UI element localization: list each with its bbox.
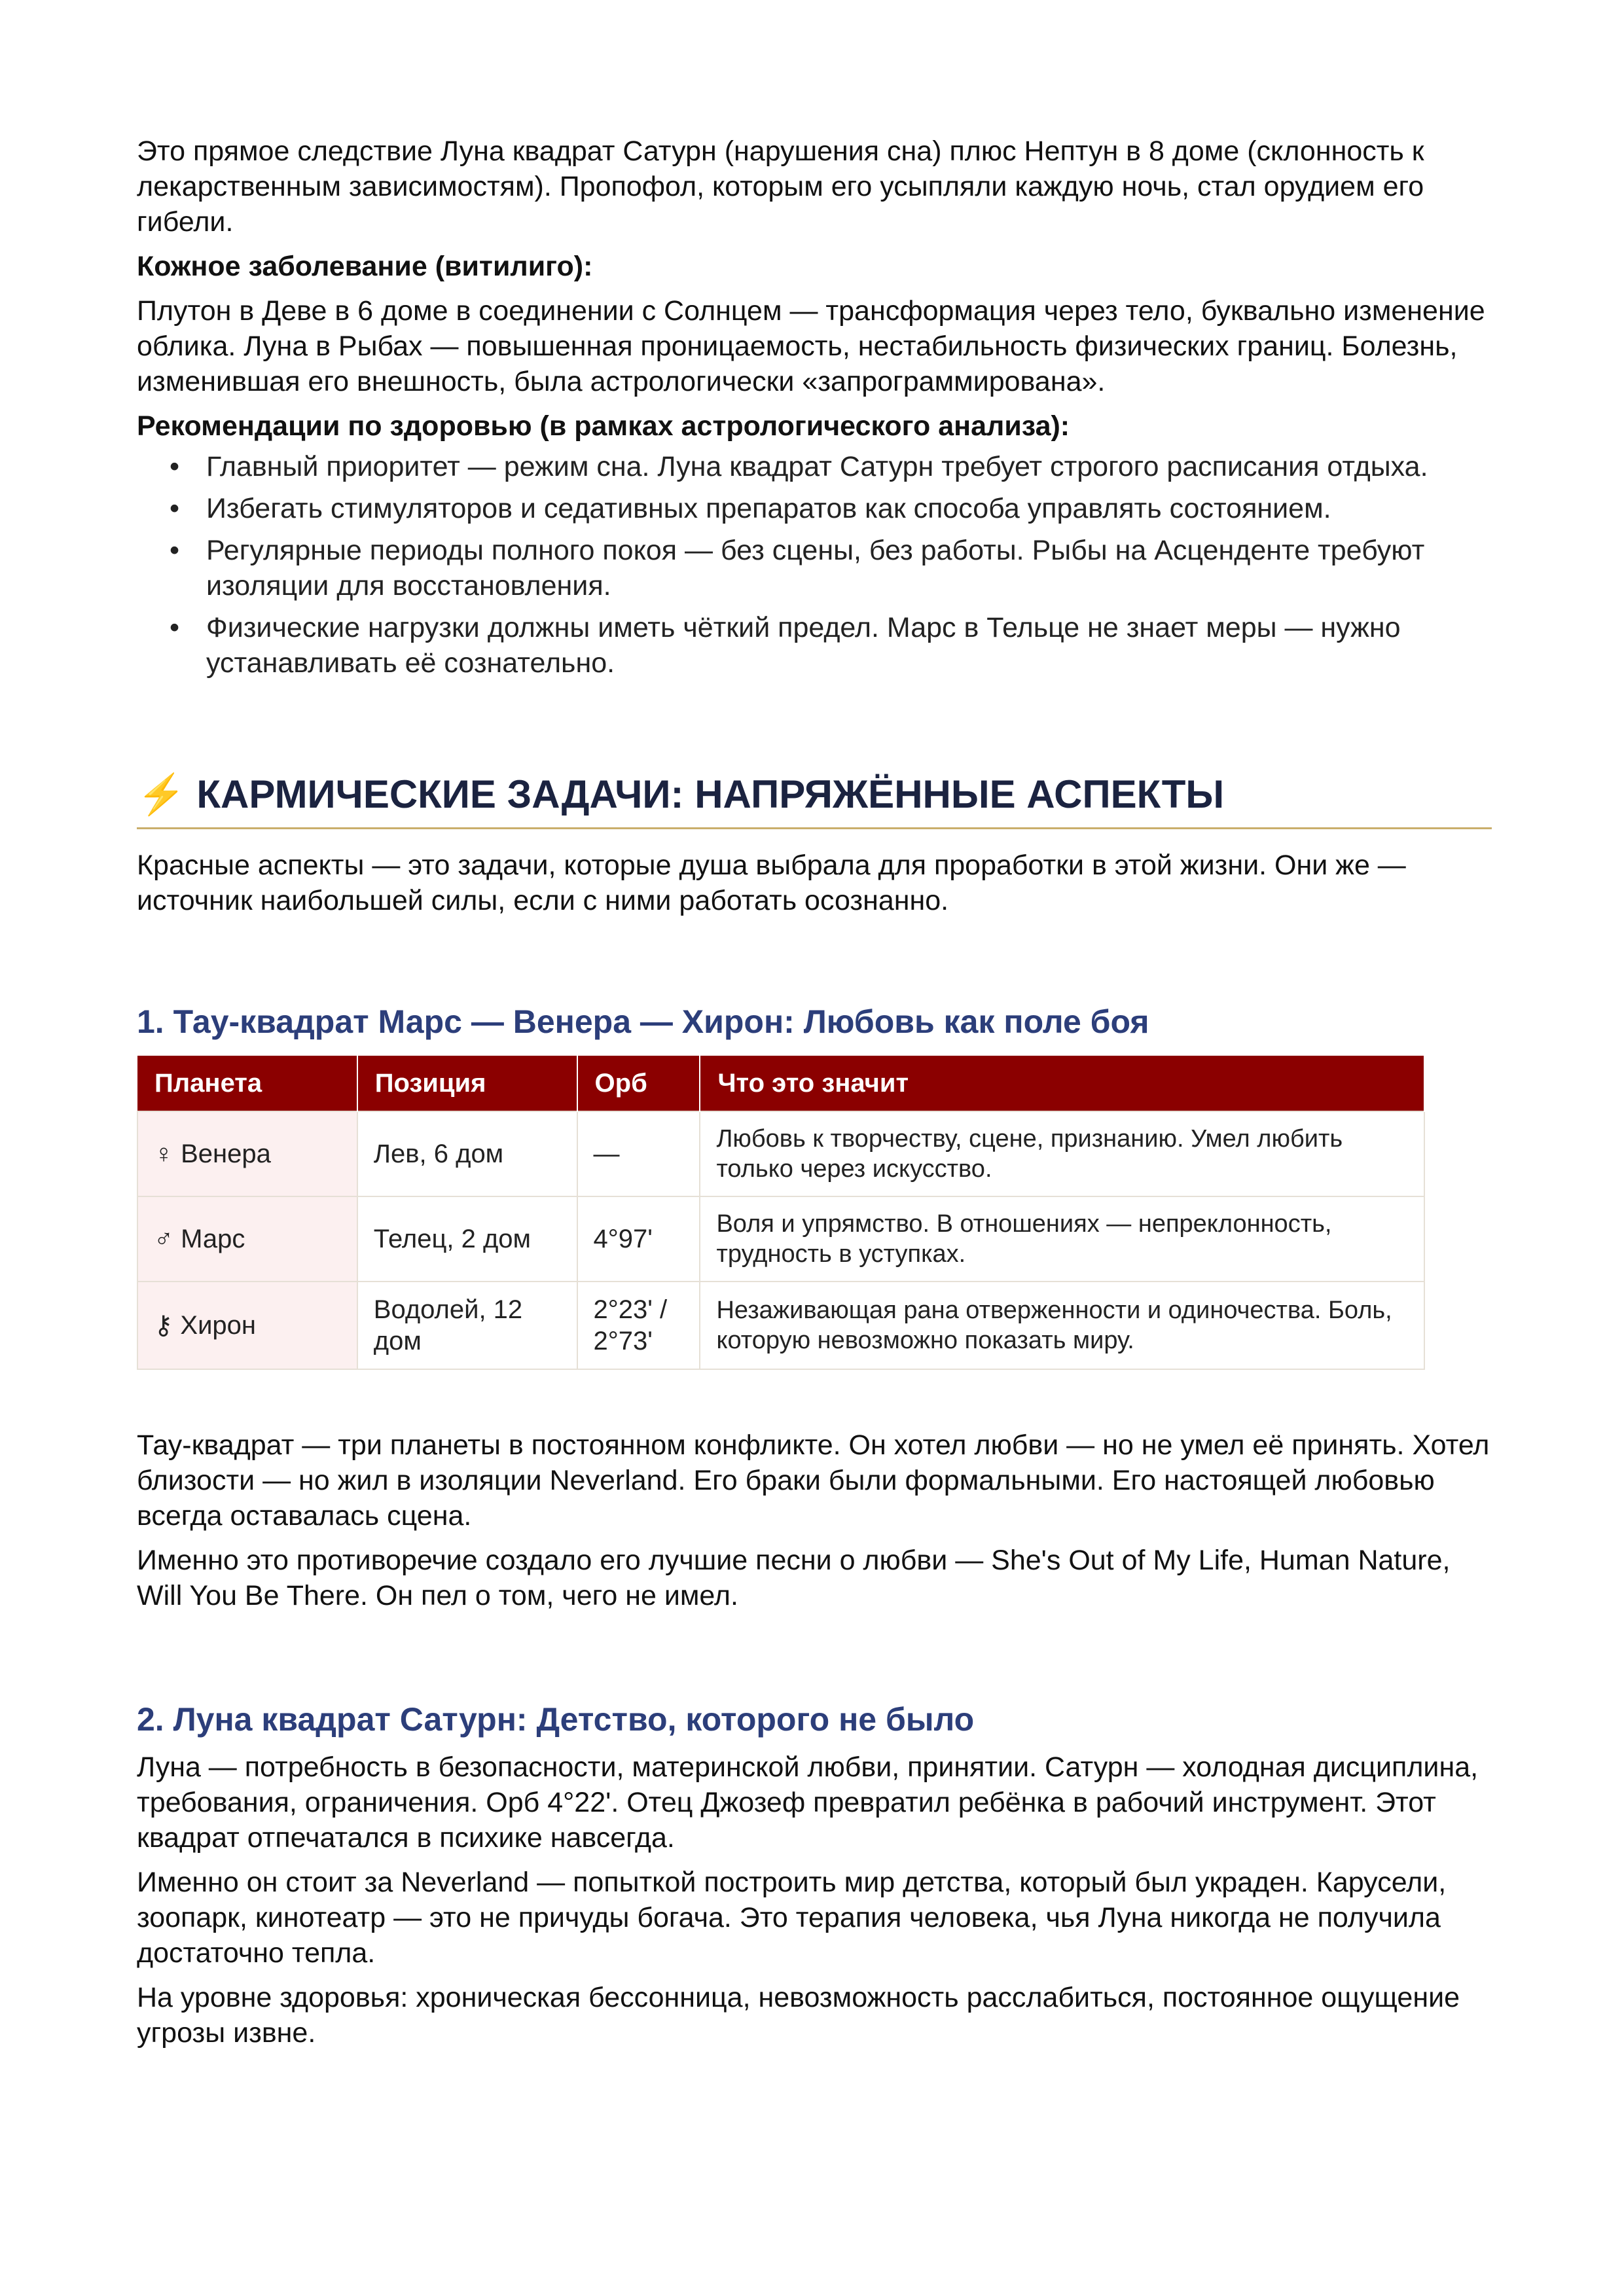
meaning-cell: Воля и упрямство. В отношениях — непреклонность, трудность в уступках. — [700, 1196, 1424, 1282]
aspects-table — [137, 1056, 1425, 1370]
skin-disease-heading: Кожное заболевание (витилиго): — [137, 251, 593, 282]
planet-cell: ⚷ Хирон — [137, 1282, 357, 1369]
section-intro-paragraph: Красные аспекты — это задачи, которые душа выбрала для проработки в этой жизни. Они же — источник наибольшей силы, если с ними работать осознанно. — [137, 850, 1406, 916]
section-heading — [137, 771, 1492, 818]
intro-paragraph: Это прямое следствие Луна квадрат Сатурн (нарушения сна) плюс Нептун в 8 доме (склонность к лекарственным зависимостям). Пропофол, которым его усыпляли каждую ночь, стал орудием его гибели. — [137, 135, 1424, 238]
bullet-icon: • — [170, 612, 180, 643]
aspect-1-heading: 1. Тау-квадрат Марс — Венера — Хирон: Любовь как поле боя — [137, 1003, 1149, 1040]
aspect-2-paragraph-3: На уровне здоровья: хроническая бессонница, невозможность расслабиться, постоянное ощущение угрозы извне. — [137, 1982, 1460, 2049]
list-item — [137, 533, 1492, 603]
table-header-row — [137, 1056, 1424, 1111]
health-recommendations-list — [137, 449, 1492, 681]
list-item — [137, 610, 1492, 681]
position-cell: Водолей, 12 дом — [357, 1282, 577, 1369]
column-header-meaning: Что это значит — [700, 1056, 1424, 1111]
bullet-icon: • — [170, 535, 180, 566]
list-item-text: Главный приоритет — режим сна. Луна квадрат Сатурн требует строгого расписания отдыха. — [206, 451, 1428, 482]
section-divider — [137, 827, 1492, 829]
orb-cell: — — [577, 1111, 700, 1196]
table-row — [137, 1111, 1424, 1196]
list-item — [137, 491, 1492, 526]
orb-cell: 4°97' — [577, 1196, 700, 1282]
list-item-text: Избегать стимуляторов и седативных препаратов как способа управлять состоянием. — [206, 493, 1331, 524]
section-title: КАРМИЧЕСКИЕ ЗАДАЧИ: НАПРЯЖЁННЫЕ АСПЕКТЫ — [196, 772, 1225, 816]
table-row — [137, 1282, 1424, 1369]
aspect-1-paragraph-1: Тау-квадрат — три планеты в постоянном конфликте. Он хотел любви — но не умел её принять. Хотел близости — но жил в изоляции Neverland. Его браки были формальными. Его настоящей любовью всегда оставалась сцена. — [137, 1429, 1490, 1532]
aspect-1-paragraph-2: Именно это противоречие создало его лучшие песни о любви — She's Out of My Life, Human Nature, Will You Be There. Он пел о том, чего не имел. — [137, 1545, 1451, 1611]
health-recommendations-heading: Рекомендации по здоровью (в рамках астрологического анализа): — [137, 410, 1070, 442]
lightning-icon: ⚡ — [137, 772, 186, 816]
planet-cell: ♀ Венера — [137, 1111, 357, 1196]
bullet-icon: • — [170, 451, 180, 482]
aspect-2-paragraph-2: Именно он стоит за Neverland — попыткой построить мир детства, который был украден. Карусели, зоопарк, кинотеатр — это не причуды богача. Это терапия человека, чья Луна никогда не получила достаточно тепла. — [137, 1867, 1447, 1969]
column-header-planet: Планета — [137, 1056, 357, 1111]
document-page — [137, 134, 1492, 2051]
bullet-icon: • — [170, 493, 180, 524]
orb-cell: 2°23' / 2°73' — [577, 1282, 700, 1369]
position-cell: Лев, 6 дом — [357, 1111, 577, 1196]
column-header-orb: Орб — [577, 1056, 700, 1111]
aspect-2-paragraph-1: Луна — потребность в безопасности, материнской любви, принятии. Сатурн — холодная дисциплина, требования, ограничения. Орб 4°22'. Отец Джозеф превратил ребёнка в рабочий инструмент. Этот квадрат отпечатался в психике навсегда. — [137, 1751, 1479, 1854]
meaning-cell: Любовь к творчеству, сцене, признанию. Умел любить только через искусство. — [700, 1111, 1424, 1196]
meaning-cell: Незаживающая рана отверженности и одиночества. Боль, которую невозможно показать миру. — [700, 1282, 1424, 1369]
planet-cell: ♂ Марс — [137, 1196, 357, 1282]
list-item-text: Регулярные периоды полного покоя — без сцены, без работы. Рыбы на Асценденте требуют изоляции для восстановления. — [206, 535, 1425, 601]
aspect-2-heading: 2. Луна квадрат Сатурн: Детство, которого не было — [137, 1701, 975, 1738]
table-row — [137, 1196, 1424, 1282]
column-header-position: Позиция — [357, 1056, 577, 1111]
position-cell: Телец, 2 дом — [357, 1196, 577, 1282]
list-item — [137, 449, 1492, 484]
list-item-text: Физические нагрузки должны иметь чёткий предел. Марс в Тельце не знает меры — нужно устанавливать её сознательно. — [206, 612, 1401, 679]
skin-disease-paragraph: Плутон в Деве в 6 доме в соединении с Солнцем — трансформация через тело, буквально изменение облика. Луна в Рыбах — повышенная проницаемость, нестабильность физических границ. Болезнь, изменившая его внешность, была астрологически «запрограммирована». — [137, 295, 1485, 397]
